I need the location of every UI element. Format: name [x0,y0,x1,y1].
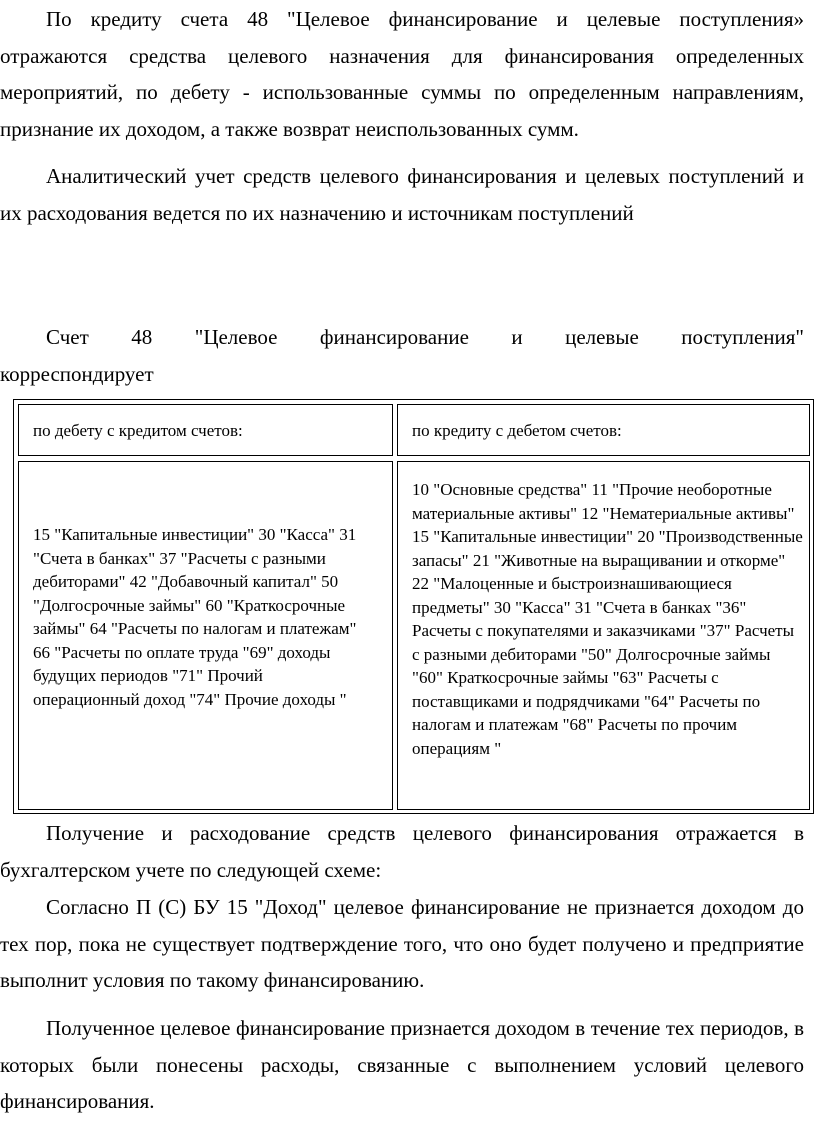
correspondence-table [13,399,814,814]
account-48-title-line: Счет 48 "Целевое финансирование и целевые поступления" [46,325,804,349]
paragraph-receipt-and-spending: Получение и расходование средств целевого финансирования отражается в бухгалтерском учете по следующей схеме: [0,821,804,882]
debit-accounts-list: 15 "Капитальные инвестиции" 30 "Касса" 31 "Счета в банках" 37 "Расчеты с разными дебиторами" 42 "Добавочный капитал" 50 "Долгосрочные займы" 60 "Краткосрочные займы" 64 "Расчеты по налогам и платежам" 66 "Расчеты по оплате труда "69" доходы будущих периодов "71" Прочий операционный доход "74" Прочие доходы " [33,525,357,709]
credit-accounts-list: 10 "Основные средства" 11 "Прочие необоротные материальные активы" 12 "Нематериальные активы" 15 "Капитальные инвестиции" 20 "Производственные запасы" 21 "Животные на выращивании и откорме" 22 "Малоценные и быстроизнашивающиеся предметы" 30 "Касса" 31 "Счета в банках "36" Расчеты с покупателями и заказчиками "37" Расчеты с разными дебиторами "50" Долгосрочные займы "60" Краткосрочные займы "63" Расчеты с поставщиками и подрядчиками "64" Расчеты по налогам и платежам "68" Расчеты по прочим операциям " [412,480,803,758]
paragraph-credit-account-48: По кредиту счета 48 "Целевое финансирование и целевые поступления» отражаются средства целевого назначения для финансирования определенных мероприятий, по дебету - использованные суммы по определенным направлениям, признание их доходом, а также возврат неиспользованных сумм. [0,7,804,141]
paragraph-income-recognition-periods: Полученное целевое финансирование признается доходом в течение тех периодов, в которых были понесены расходы, связанные с выполнением условий целевого финансирования. [0,1016,804,1113]
table-header-credit-label: по кредиту с дебетом счетов: [412,421,622,440]
correspondence-word: корреспондирует [0,361,154,386]
table-cell-debit-accounts [18,461,393,810]
paragraph-income-recognition-standard: Согласно П (С) БУ 15 "Доход" целевое финансирование не признается доходом до тех пор, пока не существует подтверждение того, что оно будет получено и предприятие выполнит условия по такому финансированию. [0,895,804,992]
paragraph-account-correspondence [0,319,804,392]
table-header-debit [18,404,393,456]
table-cell-credit-accounts [397,461,810,810]
table-header-debit-label: по дебету с кредитом счетов: [33,421,243,440]
table-header-credit [397,404,810,456]
paragraph-analytical-accounting: Аналитический учет средств целевого финансирования и целевых поступлений и их расходования ведется по их назначению и источникам поступлений [0,164,804,225]
